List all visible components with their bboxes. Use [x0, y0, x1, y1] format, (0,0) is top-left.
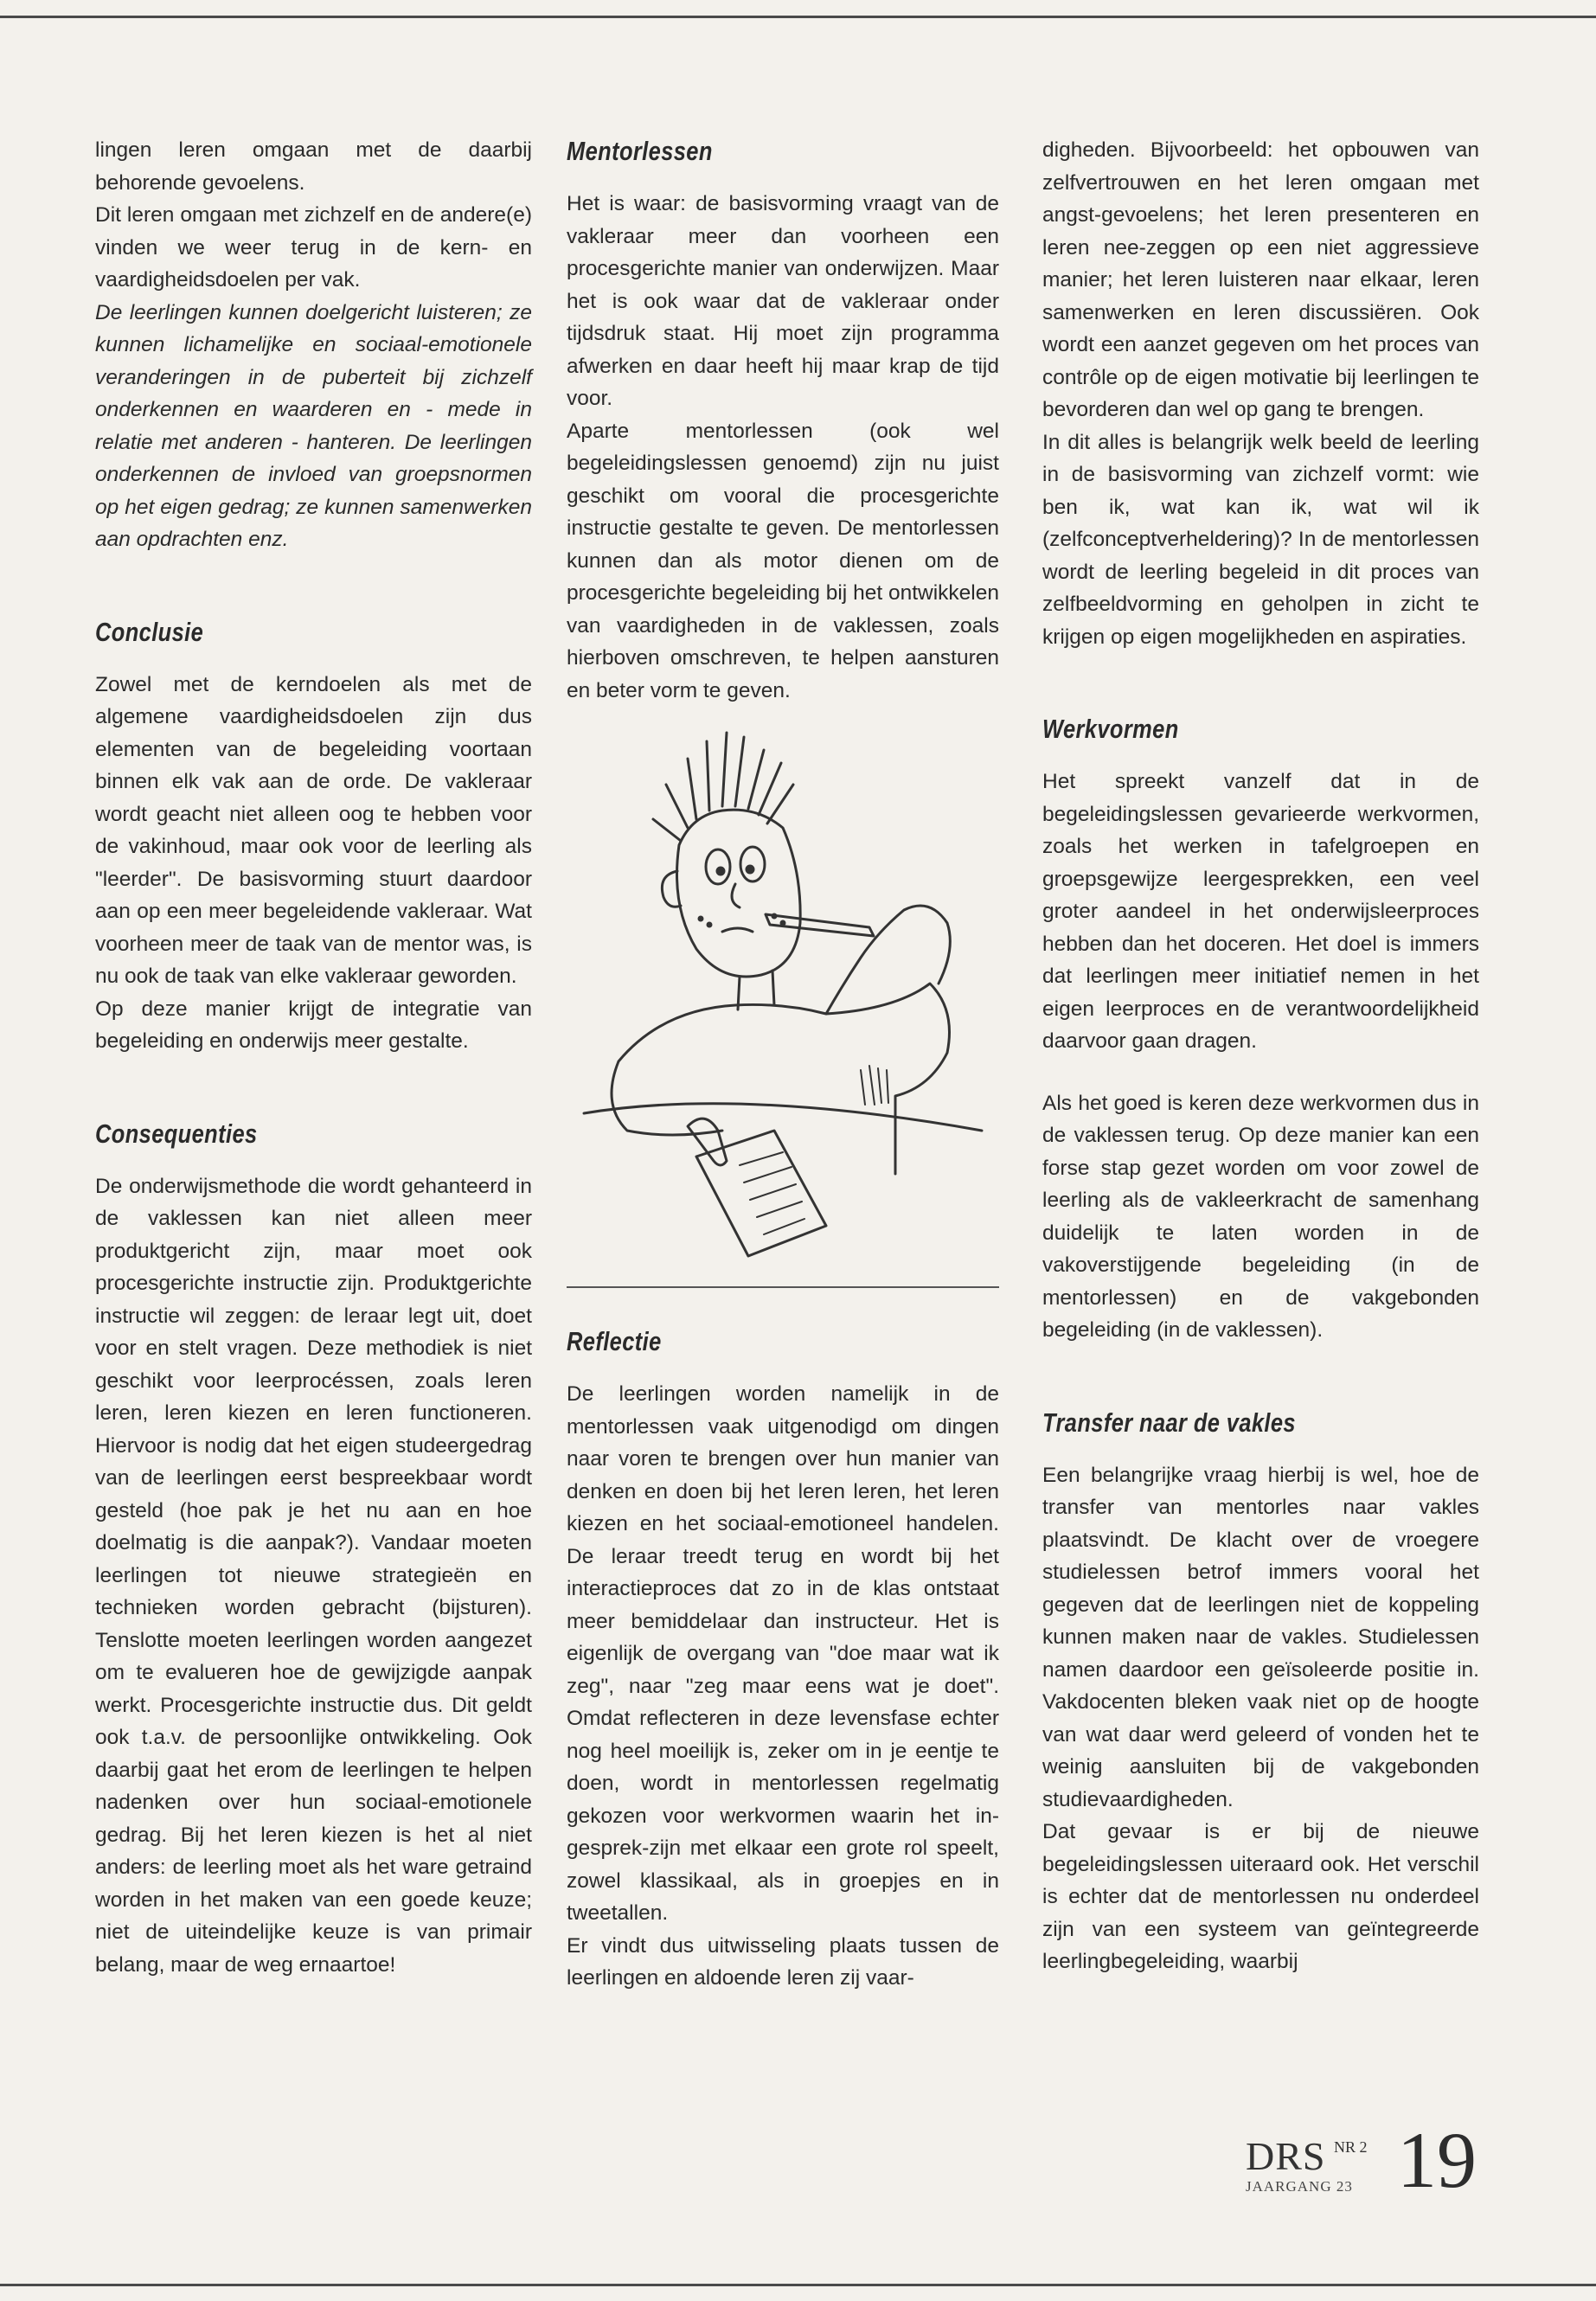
paragraph: digheden. Bijvoorbeeld: het opbouwen van zelfvertrouwen en het leren omgaan met angst-gevoelens; het leren presenteren en leren nee-zeggen op een niet aggressieve manier; het leren luisteren naar elkaar, leren samenwerken en leren discussiëren. Ook wordt een aanzet gegeven om het proces van contrôle op de eigen motivatie bij leerlingen te bevorderen dan wel op gang te brengen.	[1042, 138, 1479, 421]
volume-label: JAARGANG 23	[1246, 2178, 1353, 2195]
column-3	[1042, 134, 1479, 1978]
heading-conclusie: Conclusie	[95, 616, 204, 647]
paragraph: In dit alles is belangrijk welk beeld de leerling in de basisvorming van zichzelf vormt: wie ben ik, wat kan ik, wat wil ik (zelfconceptverheldering)? In de mentorlessen wordt de leerling begeleid in dit proces van zelfbeeldvorming en geholpen in zicht te krijgen op eigen mogelijkheden en aspiraties.	[1042, 430, 1479, 649]
magazine-name: DRS	[1246, 2134, 1326, 2178]
quote-paragraph: De leerlingen kunnen doelgericht luisteren; ze kunnen lichamelijke en sociaal-emotionele veranderingen in de puberteit bij zichzelf onderkennen en waarderen en - mede in relatie met anderen - hanteren. De leerlingen onderkennen de invloed van groepsnormen op het eigen gedrag; ze kunnen samenwerken aan opdrachten enz.	[95, 300, 532, 551]
heading-reflectie: Reflectie	[567, 1326, 662, 1356]
paragraph: Het spreekt vanzelf dat in de begeleidingslessen gevarieerde werkvormen, zoals het werken in tafelgroepen en groepsgewijze leergesprekken, een veel groter aandeel in het onderwijsleerproces hebben dan het doceren. Het doel is immers dat leerlingen meer initiatief nemen in het eigen leerproces en de verantwoordelijkheid daarvoor gaan dragen.	[1042, 770, 1479, 1053]
paragraph: De leerlingen worden namelijk in de mentorlessen vaak uitgenodigd om dingen naar voren te brengen over hun manier van denken en doen bij het leren leren, het leren kiezen en het sociaal-emotioneel handelen. De leraar treedt terug en wordt bij het interactieproces dat zo in de klas ontstaat meer bemiddelaar dan instructeur. Het is eigenlijk de overgang van "doe maar wat ik zeg", naar "zeg maar eens wat je doet". Omdat reflecteren in deze levensfase echter nog heel moeilijk is, zeker om in je eentje te doen, wordt in mentorlessen regelmatig gekozen voor werkvormen waarin het in-gesprek-zijn met elkaar een grote rol speelt, zowel klassikaal, als in groepjes en in tweetallen.	[567, 1382, 999, 1925]
paragraph: Het is waar: de basisvorming vraagt van de vakleraar meer dan voorheen een procesgerichte manier van onderwijzen. Maar het is ook waar dat de vakleraar onder tijdsdruk staat. Hij moet zijn programma afwerken en daar heeft hij maar krap de tijd voor.	[567, 192, 999, 410]
heading-mentorlessen: Mentorlessen	[567, 136, 713, 166]
paragraph: Zowel met de kerndoelen als met de algemene vaardigheidsdoelen zijn dus elementen van de begeleiding voortaan binnen elk vak aan de orde. De vakleraar wordt geacht niet alleen oog te hebben voor de vakinhoud, maar ook voor de leerling als "leerder". De basisvorming stuurt daardoor aan op een meer begeleidende vakleraar. Wat voorheen meer de taak van de mentor was, is nu ook de taak van elke vakleraar geworden.	[95, 672, 532, 988]
column-2	[567, 134, 999, 1995]
page-footer	[1246, 2116, 1574, 2213]
paragraph: Dit leren omgaan met zichzelf en de andere(e) vinden we weer terug in de kern- en vaardigheidsdoelen per vak.	[95, 203, 532, 292]
top-rule	[0, 16, 1596, 18]
cartoon-illustration	[567, 724, 999, 1295]
paragraph: lingen leren omgaan met de daarbij behorende gevoelens.	[95, 138, 532, 195]
paragraph: Aparte mentorlessen (ook wel begeleidingslessen genoemd) zijn nu juist geschikt om vooral die procesgerichte instructie gestalte te geven. De mentorlessen kunnen dan als motor dienen om de procesgerichte begeleiding bij het ontwikkelen van vaardigheden in de vaklessen, zoals hierboven omschreven, te helpen aansturen en beter vorm te geven.	[567, 419, 999, 702]
paragraph: Op deze manier krijgt de integratie van begeleiding en onderwijs meer gestalte.	[95, 997, 532, 1053]
paragraph: Dat gevaar is er bij de nieuwe begeleidingslessen uiteraard ook. Het verschil is echter dat de mentorlessen nu onderdeel zijn van een systeem van geïntegreerde leerlingbegeleiding, waarbij	[1042, 1820, 1479, 1973]
heading-consequenties: Consequenties	[95, 1118, 258, 1149]
issue-number: NR 2	[1334, 2138, 1368, 2156]
bottom-rule	[0, 2284, 1596, 2286]
thinking-student-drawing	[567, 724, 999, 1278]
heading-werkvormen: Werkvormen	[1042, 714, 1179, 744]
paragraph: De onderwijsmethode die wordt gehanteerd in de vaklessen kan niet alleen meer produktgericht zijn, maar moet ook procesgerichte instructie zijn. Produktgerichte instructie wil zeggen: de leraar legt uit, doet voor en stelt vragen. Deze methodiek is niet geschikt voor leerprocéssen, zoals leren leren, leren kiezen en leren functioneren. Hiervoor is nodig dat het eigen studeergedrag van de leerlingen eerst bespreekbaar wordt gesteld (hoe pak je het nu aan en hoe doelmatig is die aanpak?). Vandaar moeten leerlingen tot nieuwe strategieën en technieken worden gebracht (bijsturen). Tenslotte moeten leerlingen worden aangezet om te evalueren hoe de gewijzigde aanpak werkt. Procesgerichte instructie dus. Dit geldt ook t.a.v. de persoonlijke ontwikkeling. Ook daarbij gaat het erom de leerlingen te helpen nadenken over hun sociaal-emotionele gedrag. Bij het leren kiezen is het al niet anders: de leerling moet als het ware getraind worden in het maken van een goede keuze; niet de uiteindelijke keuze is van primair belang, maar de weg ernaartoe!	[95, 1174, 532, 1977]
illustration-divider	[567, 1286, 999, 1288]
paragraph: Er vindt dus uitwisseling plaats tussen de leerlingen en aldoende leren zij vaar-	[567, 1933, 999, 1990]
heading-transfer: Transfer naar de vakles	[1042, 1407, 1296, 1438]
paragraph: Als het goed is keren deze werkvormen dus in de vaklessen terug. Op deze manier kan een forse stap gezet worden om voor zowel de leerling als de vakleerkracht de samenhang duidelijk te laten worden in de vakoverstijgende begeleiding (in de mentorlessen) en de vakgebonden begeleiding (in de vaklessen).	[1042, 1091, 1479, 1342]
paragraph: Een belangrijke vraag hierbij is wel, hoe de transfer van mentorles naar vakles plaatsvindt. De klacht over de vroegere studielessen betrof immers vooral het gegeven dat de leerlingen niet de koppeling kunnen maken naar de vakles. Studielessen namen daardoor een geïsoleerde positie in. Vakdocenten bleken vaak niet op de hoogte van wat daar werd geleerd of vonden het te weinig aansluiten bij de vakgebonden studievaardigheden.	[1042, 1463, 1479, 1811]
page-number: 19	[1397, 2116, 1477, 2204]
column-1	[95, 134, 532, 1981]
